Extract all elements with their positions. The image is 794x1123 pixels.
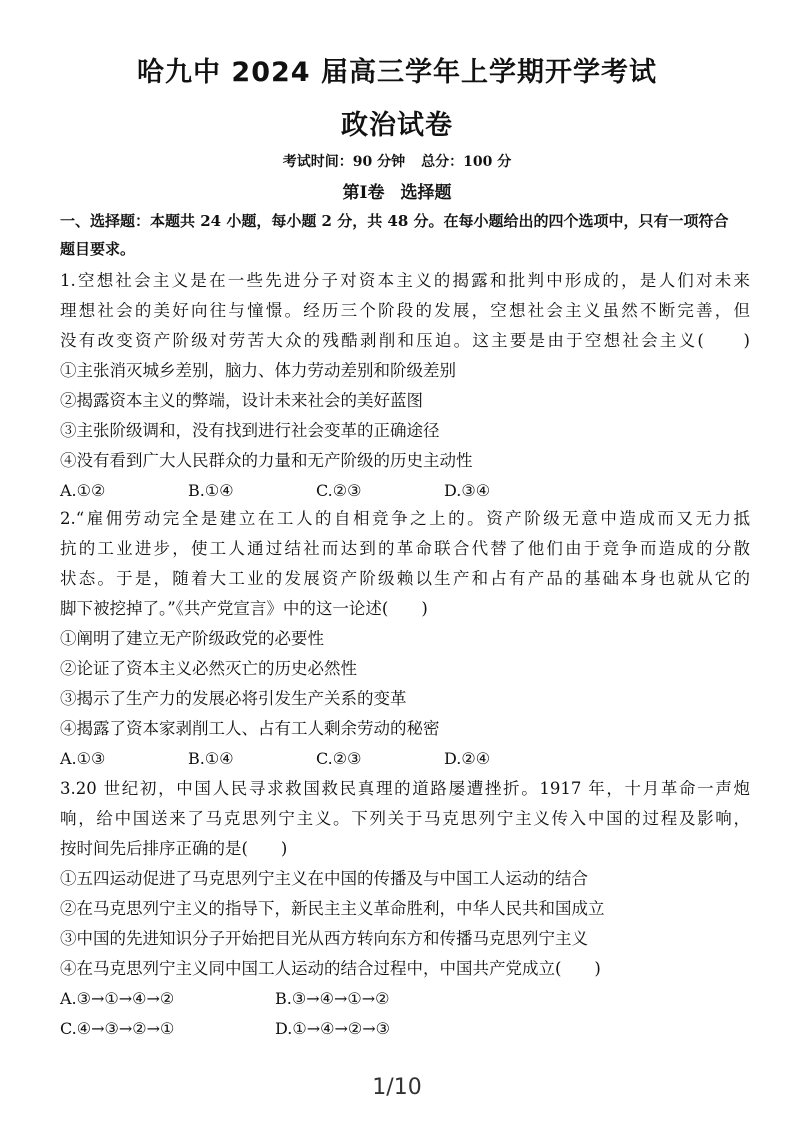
question-stem-line: 按时间先后排序正确的是( ) bbox=[60, 839, 288, 858]
answer-options bbox=[60, 984, 750, 1014]
statement-2: ②揭露资本主义的弊端，设计未来社会的美好蓝图 bbox=[60, 391, 423, 410]
exam-title: 哈九中 2024 届高三学年上学期开学考试 bbox=[137, 57, 657, 88]
exam-info bbox=[0, 151, 794, 171]
total-score: 总分：100 分 bbox=[421, 154, 512, 170]
statement-1: ①五四运动促进了马克思列宁主义在中国的传播及与中国工人运动的结合 bbox=[60, 869, 588, 888]
section-label: 第Ⅰ卷 bbox=[342, 183, 385, 203]
option-b[interactable]: B.③→④→①→② bbox=[275, 989, 390, 1008]
statement-2: ②论证了资本主义必然灭亡的历史必然性 bbox=[60, 659, 357, 678]
option-c[interactable]: C.②③ bbox=[316, 749, 362, 768]
statement-1: ①主张消灭城乡差别，脑力、体力劳动差别和阶级差别 bbox=[60, 361, 456, 380]
answer-options bbox=[60, 476, 750, 506]
statement-4: ④在马克思列宁主义同中国工人运动的结合过程中，中国共产党成立( ) bbox=[60, 959, 601, 978]
statement-1: ①阐明了建立无产阶级政党的必要性 bbox=[60, 629, 324, 648]
option-b[interactable]: B.①④ bbox=[188, 749, 234, 768]
instruction-line: 题目要求。 bbox=[60, 240, 136, 258]
option-c[interactable]: C.②③ bbox=[316, 481, 362, 500]
option-d[interactable]: D.③④ bbox=[444, 481, 491, 500]
statement-2: ②在马克思列宁主义的指导下，新民主主义革命胜利，中华人民共和国成立 bbox=[60, 899, 605, 918]
option-b[interactable]: B.①④ bbox=[188, 481, 234, 500]
option-a[interactable]: A.①② bbox=[60, 481, 106, 500]
option-a[interactable]: A.①③ bbox=[60, 749, 106, 768]
statement-3: ③主张阶级调和，没有找到进行社会变革的正确途径 bbox=[60, 421, 440, 440]
option-a[interactable]: A.③→①→④→② bbox=[60, 989, 175, 1008]
answer-options bbox=[60, 1014, 750, 1044]
question-stem-line: 响，给中国送来了马克思列宁主义。下列关于马克思列宁主义传入中国的过程及影响， bbox=[60, 809, 750, 828]
exam-subtitle: 政治试卷 bbox=[341, 110, 453, 141]
statement-4: ④揭露了资本家剥削工人、占有工人剩余劳动的秘密 bbox=[60, 719, 440, 738]
question-stem-line: 理想社会的美好向往与憧憬。经历三个阶段的发展，空想社会主义虽然不断完善，但 bbox=[60, 301, 750, 320]
instructions bbox=[60, 207, 750, 263]
page-number: 1/10 bbox=[372, 1075, 422, 1100]
instruction-line: 一、选择题：本题共 24 小题，每小题 2 分，共 48 分。在每小题给出的四个选项中，只有一项符合 bbox=[60, 212, 729, 230]
question-stem-line: 抗的工业进步，使工人通过结社而达到的革命联合代替了他们由于竞争而造成的分散 bbox=[60, 539, 750, 558]
answer-options bbox=[60, 744, 750, 774]
question-stem-line: 2.“雇佣劳动完全是建立在工人的自相竞争之上的。资产阶级无意中造成而又无力抵 bbox=[60, 509, 750, 528]
question-1 bbox=[60, 266, 750, 506]
question-3 bbox=[60, 774, 750, 1044]
exam-time: 考试时间：90 分钟 bbox=[282, 154, 406, 170]
question-stem-line: 3.20 世纪初，中国人民寻求救国救民真理的道路屡遭挫折。1917 年，十月革命一声炮 bbox=[60, 779, 750, 798]
statement-4: ④没有看到广大人民群众的力量和无产阶级的历史主动性 bbox=[60, 451, 473, 470]
question-stem-line: 没有改变资产阶级对劳苦大众的残酷剥削和压迫。这主要是由于空想社会主义( ) bbox=[60, 331, 750, 350]
option-c[interactable]: C.④→③→②→① bbox=[60, 1019, 175, 1038]
option-d[interactable]: D.②④ bbox=[444, 749, 491, 768]
option-d[interactable]: D.①→④→②→③ bbox=[275, 1019, 390, 1038]
question-stem-line: 状态。于是，随着大工业的发展资产阶级赖以生产和占有产品的基础本身也就从它的 bbox=[60, 569, 750, 588]
question-stem-line: 脚下被挖掉了。”《共产党宣言》中的这一论述( ) bbox=[60, 599, 428, 618]
statement-3: ③揭示了生产力的发展必将引发生产关系的变革 bbox=[60, 689, 407, 708]
section-name: 选择题 bbox=[400, 183, 452, 203]
statement-3: ③中国的先进知识分子开始把目光从西方转向东方和传播马克思列宁主义 bbox=[60, 929, 588, 948]
question-stem-line: 1.空想社会主义是在一些先进分子对资本主义的揭露和批判中形成的，是人们对未来 bbox=[60, 271, 750, 290]
section-heading bbox=[0, 178, 794, 203]
question-2 bbox=[60, 504, 750, 774]
